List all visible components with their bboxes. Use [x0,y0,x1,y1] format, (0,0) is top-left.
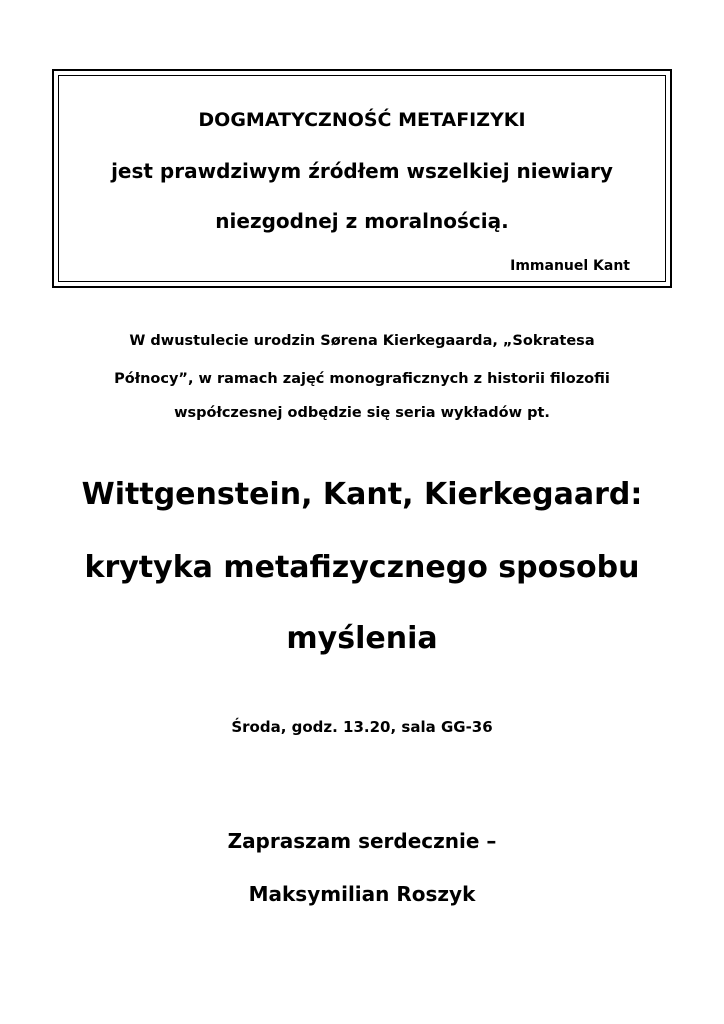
intro-line-1: W dwustulecie urodzin Sørena Kierkegaarda, „Sokratesa [129,333,595,349]
quote-heading: DOGMATYCZNOŚĆ METAFIZYKI [198,109,526,131]
lecture-title-line-3: myślenia [286,621,438,656]
quote-text-line-2: niezgodnej z moralnością. [215,209,509,233]
quote-author: Immanuel Kant [510,258,630,274]
intro-line-3: współczesnej odbędzie się seria wykładów pt. [174,405,550,421]
lecture-title-line-1: Wittgenstein, Kant, Kierkegaard: [81,477,643,512]
organizer-name: Maksymilian Roszyk [248,882,476,906]
quote-text-line-1: jest prawdziwym źródłem wszelkiej niewiary [111,159,613,183]
intro-line-2: Północy”, w ramach zajęć monograficznych z historii filozofii [114,371,610,387]
lecture-title-line-2: krytyka metafizycznego sposobu [84,550,640,585]
invitation-text: Zapraszam serdecznie – [227,829,497,853]
quote-box [52,69,672,288]
schedule-info: Środa, godz. 13.20, sala GG-36 [231,718,493,736]
